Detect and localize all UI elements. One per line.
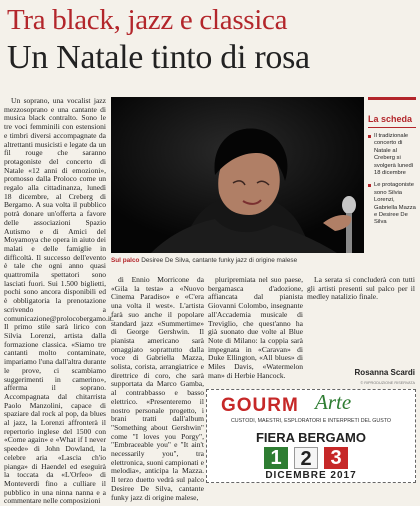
article-column-4: La serata si concluderà con tutti gli artisti presenti sul palco per il medley natalizio finale. xyxy=(307,275,415,302)
singer-photo xyxy=(111,97,364,253)
ad-day-2: 2 xyxy=(294,447,318,469)
ad-day-3: 3 xyxy=(324,447,348,469)
article-column-2: di Ennio Morricone da «Gila la testa» a «Nuovo Cinema Paradiso» e «C'era una volta il west». L'artista farà suo anche il popolare standard jazz «Summertime» di George Gershwin. Il pianista americano sarà omaggiato soprattutto dalla voce di Gabriella Mazza, solista, corista, arrangiatrice e direttrice di coro, che sarà supportata da Marco Gamba, al contrabbasso e basso elettrico. «Presenteremo il nostro personale progetto, i brani tratti dall'album "Something about Gershwin" come "I loves you Porgy", "Embraceable you" e "It ain't necessarily you", tra elettronica, suoni campionati e melodia», anticipa la Mazza. Il terzo duetto vedrà sul palco Desiree De Silva, cantante funky jazz di origine malese, xyxy=(111,275,204,502)
ad-logo-main: GOURM xyxy=(221,395,299,416)
caption-text: Desiree De Silva, cantante funky jazz di origine malese xyxy=(141,257,298,264)
ad-tagline: CUSTODI, MAESTRI, ESPLORATORI E INTERPRETI DEL GUSTO xyxy=(230,418,392,424)
article-column-3: pluripremiata nel suo paese, bergamasca d'adozione, affiancata dal pianista Giovanni Colombo, insegnante all'Accademia musicale di Treviglio, che quest'anno ha già suonato due volte al Blue Note di Milano: la coppia sarà impegnata in «Caravan» di Duke Ellington, «All blues» di Miles Davis, «Watermelon man» di Herbie Hancock. xyxy=(208,275,303,380)
article-headline: Un Natale tinto di rosa xyxy=(7,39,310,76)
fact-box-item: Le protagoniste sono Silvia Lorenzi, Gabriella Mazza e Desiree De Silva xyxy=(368,182,416,226)
fact-box-item: Il tradizionale concerto di Natale al Creberg si svolgerà lunedì 18 dicembre xyxy=(368,133,416,177)
caption-label: Sul palco xyxy=(111,257,140,264)
singer-illustration xyxy=(111,97,364,253)
copyright-notice: © RIPRODUZIONE RISERVATA xyxy=(360,381,415,385)
photo-caption xyxy=(111,257,366,265)
fact-box xyxy=(368,97,416,269)
ad-day-1: 1 xyxy=(264,447,288,469)
gourmarte-advertisement[interactable] xyxy=(206,389,416,483)
article-kicker: Tra black, jazz e classica xyxy=(7,4,288,36)
ad-month: DICEMBRE 2017 xyxy=(265,470,357,481)
ad-logo-script: Arte xyxy=(315,390,352,414)
fact-box-title: La scheda xyxy=(368,97,416,128)
article-column-1: Un soprano, una vocalist jazz mezzosoprano e una cantante di musica black contralto. Sono le tre voci femminili con estensioni e timbri diversi accompagnate da altrettanti musicisti e legate da un fil rouge che saranno protagoniste del concerto di Natale «12 anni di emozioni», promosso dalla Proloco come un regalo alla cittadinanza, lunedì 18 dicembre, al Creberg di Bergamo. A sua volta il pubblico potrà donare un'offerta a favore delle associazioni Spazio Autismo e di Amici del Moyamoya che opera in aiuto dei malati e delle famiglie in difficoltà. Il successo dell'evento è tale che ogni anno quasi quattromila spettatori sono lasciati fuori. Sui 1.500 biglietti, pochi sono ancora disponibili ed è obbligatoria la prenotazione scrivendo a comunicazione@prolocobergamo.it. Il primo stile sarà lirico con Silvia Lorenzi, artista dalla formazione classica. «Siamo tre cantanti molto contaminate, impariamo l'una dall'altra durante le prove, ci scambiamo suggerimenti in camerino», afferma il soprano. Accompagnata dal chitarrista Paolo Manzolini, capace di spaziare dal rock al pop, da blues al jazz, la Lorenzi affronterà il repertorio inglese del 1500 con «Come again» e «What if I never speede» di John Dowland, la celebre aria «Lascia ch'io pianga» di Haendel ed eseguirà la toccata da «L'Orfeo» di Monteverdi fino a culliare il pubblico in una ninna nanna e a commentare nelle composizioni xyxy=(4,96,114,506)
ad-venue: FIERA BERGAMO xyxy=(255,430,367,445)
article-author: Rosanna Scardi xyxy=(354,368,415,377)
